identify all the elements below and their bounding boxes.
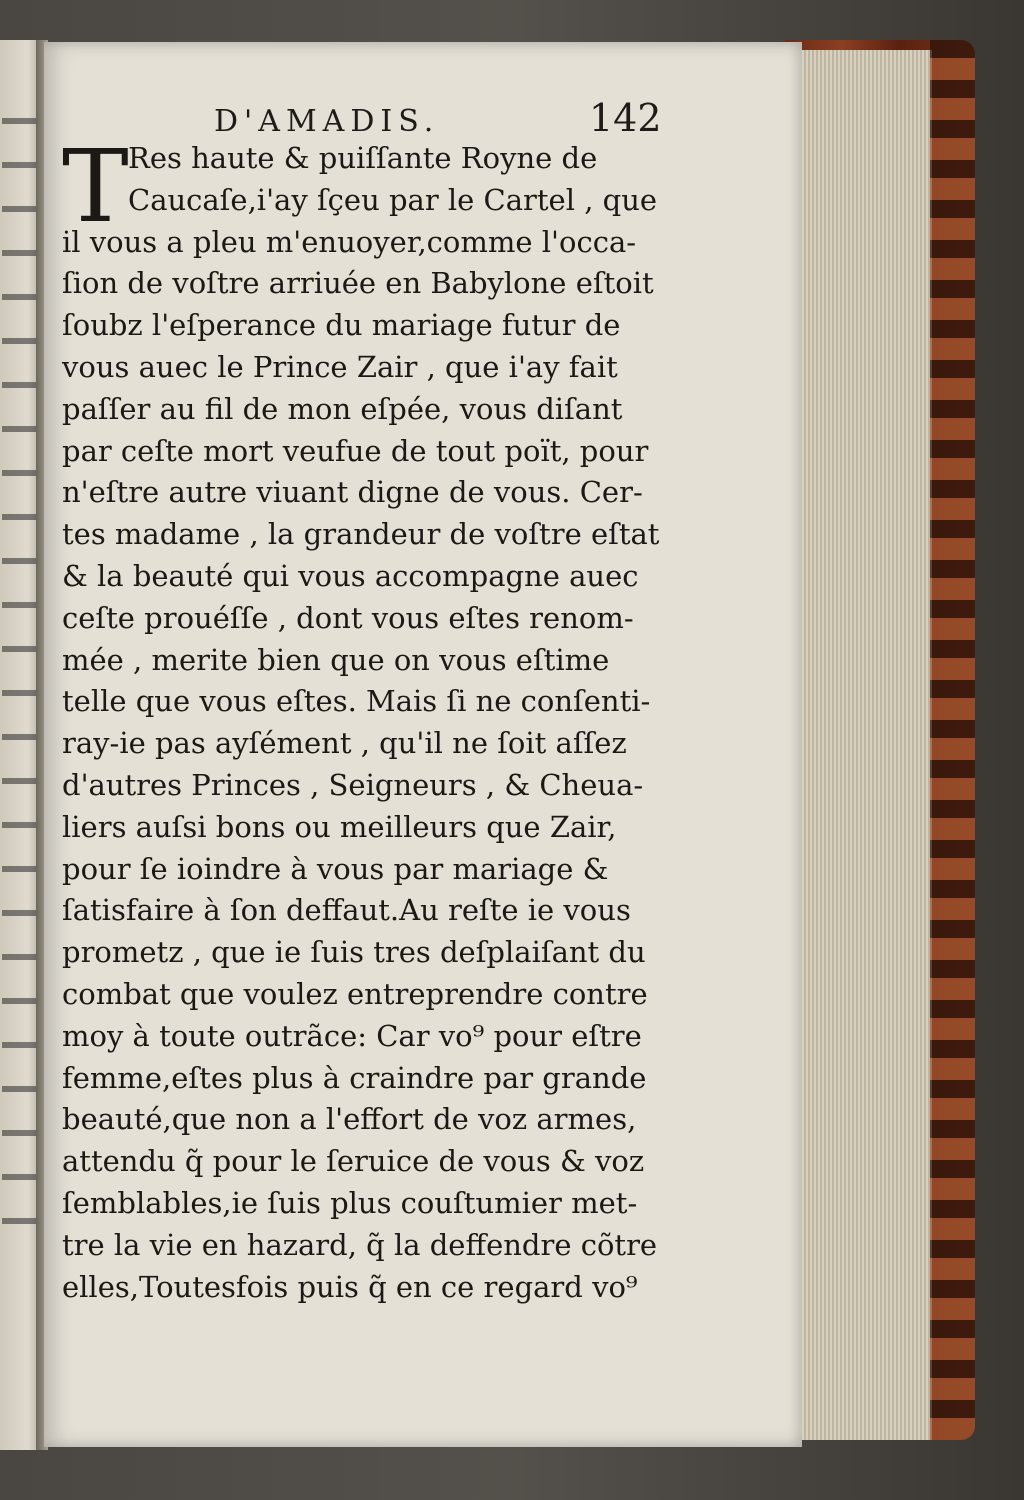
page-number: 142 bbox=[589, 96, 662, 140]
text-line: mée , merite bien que on vous eſtime bbox=[62, 642, 610, 677]
text-line: attendu q̃ pour le ſeruice de vous & voz bbox=[62, 1144, 645, 1179]
text-line: ceſte prouéſſe , dont vous eſtes renom- bbox=[62, 600, 634, 635]
text-line: pour ſe ioindre à vous par mariage & bbox=[62, 851, 609, 886]
text-line: ray-ie pas ayſément , qu'il ne ſoit aſſez bbox=[62, 726, 627, 761]
text-line: paſſer au fil de mon eſpée, vous diſant bbox=[62, 391, 623, 426]
text-line: tes madame , la grandeur de voſtre eſtat bbox=[62, 517, 660, 552]
drop-cap: T bbox=[62, 128, 129, 245]
text-line: n'eſtre autre viuant digne de vous. Cer- bbox=[62, 475, 643, 510]
book-page bbox=[44, 42, 802, 1447]
page-edges bbox=[800, 50, 932, 1440]
text-line: telle que vous eſtes. Mais ſi ne conſenti- bbox=[62, 684, 651, 719]
text-line: Res haute & puiſſante Royne de bbox=[128, 141, 598, 175]
text-line: prometz , que ie ſuis tres deſplaiſant du bbox=[62, 935, 646, 970]
body-text bbox=[62, 128, 702, 1308]
text-line: tre la vie en hazard, q̃ la deffendre cõtre bbox=[62, 1227, 658, 1262]
running-title: D'AMADIS. bbox=[214, 104, 440, 139]
text-line: vous auec le Prince Zair , que i'ay fait bbox=[62, 349, 618, 384]
text-line: & la beauté qui vous accompagne auec bbox=[62, 558, 639, 593]
text-line: ſemblables,ie ſuis plus couſtumier met- bbox=[62, 1185, 638, 1220]
text-line: moy à toute outrãce: Car vo⁹ pour eſtre bbox=[62, 1018, 642, 1053]
text-line: beauté,que non a l'effort de voz armes, bbox=[62, 1102, 637, 1137]
text-line: par ceſte mort veufue de tout poït, pour bbox=[62, 433, 649, 468]
text-line: d'autres Princes , Seigneurs , & Cheua- bbox=[62, 767, 644, 802]
text-line: Caucaſe,i'ay ſçeu par le Cartel , que bbox=[128, 182, 658, 217]
facing-page-text-fragments bbox=[2, 90, 36, 1250]
text-line: liers auſsi bons ou meilleurs que Zair, bbox=[62, 809, 617, 844]
text-line: elles,Toutesfois puis q̃ en ce regard vo⁹ bbox=[62, 1269, 638, 1304]
cover-spine-pattern bbox=[930, 40, 975, 1440]
text-line: il vous a pleu m'enuoyer,comme l'occa- bbox=[62, 224, 637, 259]
text-line: ſion de voſtre arriuée en Babylone eſtoit bbox=[62, 266, 654, 301]
text-line: femme,eſtes plus à craindre par grande bbox=[62, 1060, 647, 1095]
text-line: ſatisfaire à ſon deffaut.Au reſte ie vous bbox=[62, 893, 631, 928]
text-line: ſoubz l'eſperance du mariage futur de bbox=[62, 308, 621, 343]
text-line: combat que voulez entreprendre contre bbox=[62, 976, 648, 1011]
